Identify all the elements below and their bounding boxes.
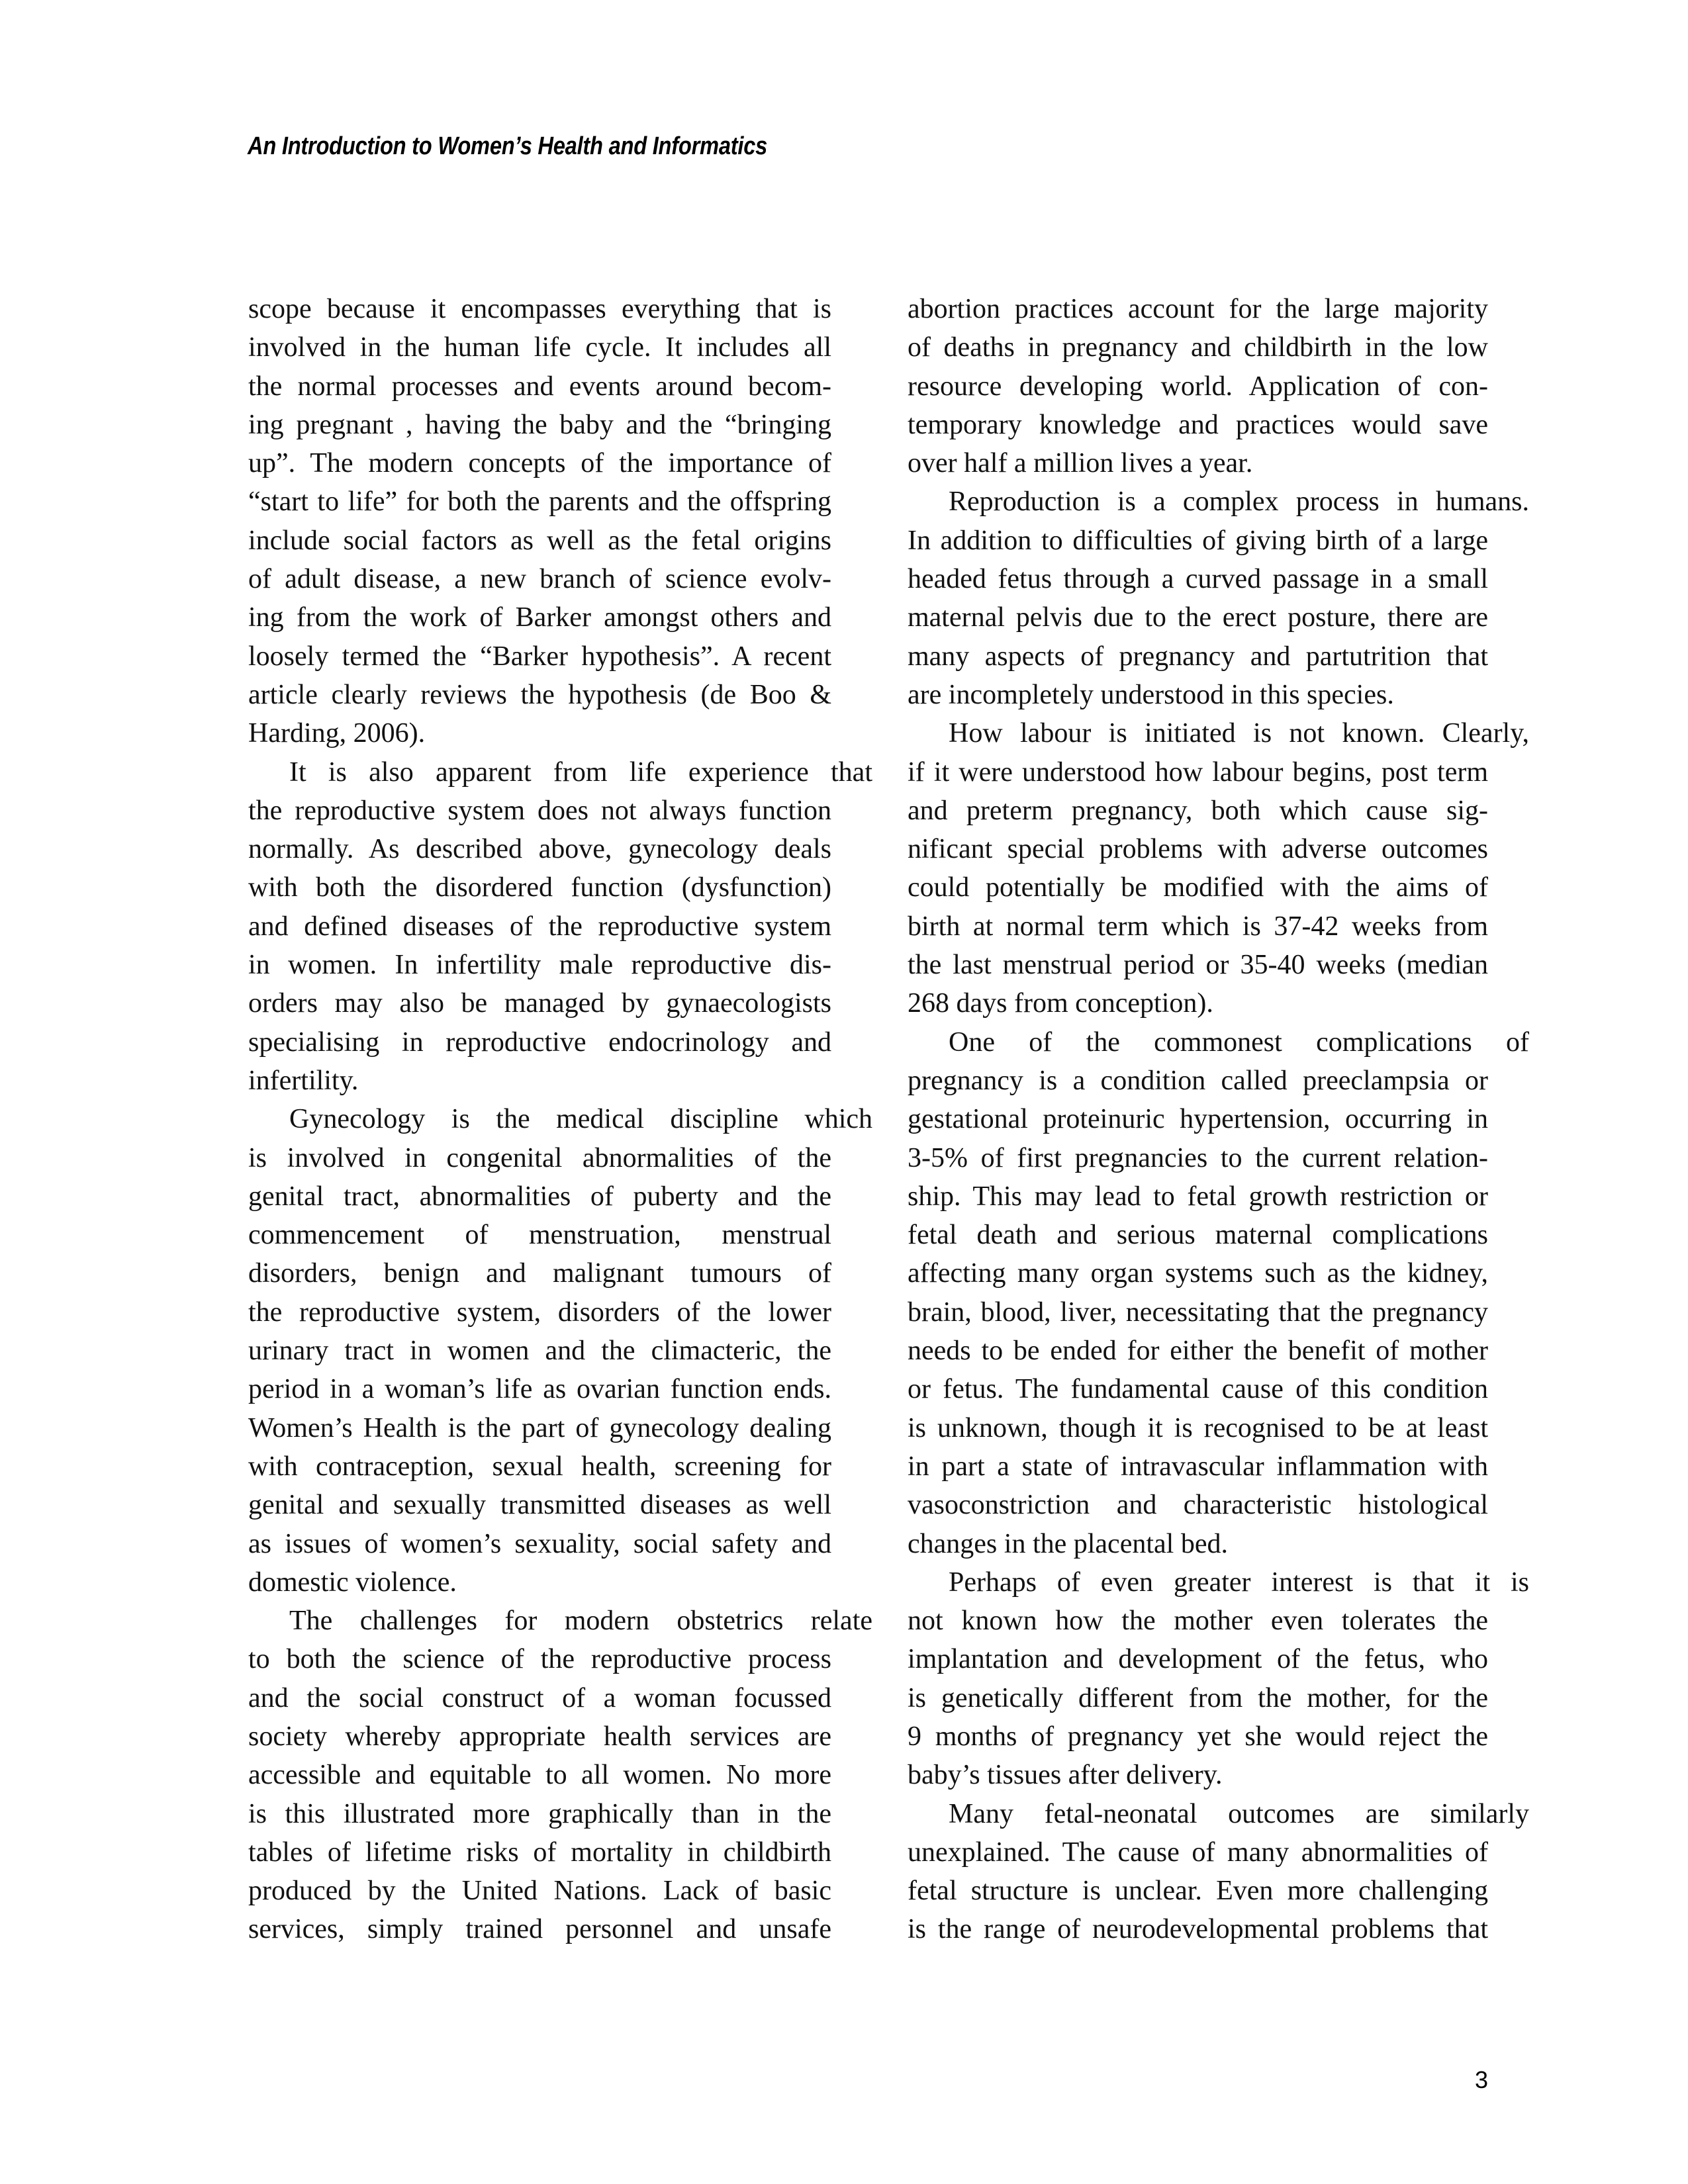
text-line: affecting many organ systems such as the kidney, — [908, 1258, 1488, 1289]
text-line: ing from the work of Barker amongst others and — [248, 602, 831, 633]
text-line: 3-5% of first pregnancies to the current relation- — [908, 1142, 1488, 1173]
text-line: in part a state of intravascular inflammation with — [908, 1451, 1488, 1482]
text-line: fetal death and serious maternal complications — [908, 1220, 1488, 1251]
text-line: produced by the United Nations. Lack of basic — [248, 1876, 831, 1907]
text-line: as issues of women’s sexuality, social safety and — [248, 1528, 831, 1559]
text-line: Women’s Health is the part of gynecology dealing — [248, 1412, 831, 1443]
text-line: is involved in congenital abnormalities of the — [248, 1142, 831, 1173]
text-line: resource developing world. Application of con- — [908, 371, 1488, 402]
text-line: or fetus. The fundamental cause of this condition — [908, 1374, 1488, 1405]
text-line: baby’s tissues after delivery. — [908, 1760, 1223, 1791]
text-line: involved in the human life cycle. It includes all — [248, 332, 831, 363]
text-line: gestational proteinuric hypertension, occurring in — [908, 1104, 1488, 1135]
text-line: urinary tract in women and the climacteric, the — [248, 1336, 831, 1367]
text-line: with both the disordered function (dysfunction) — [248, 872, 831, 903]
text-line: headed fetus through a curved passage in a small — [908, 564, 1488, 595]
text-line: implantation and development of the fetus, who — [908, 1644, 1488, 1675]
text-line: are incompletely understood in this species. — [908, 679, 1394, 710]
text-line: ing pregnant , having the baby and the “bringing — [248, 409, 831, 440]
text-line: in women. In infertility male reproductive dis- — [248, 950, 831, 981]
text-line: over half a million lives a year. — [908, 448, 1253, 479]
text-line: It is also apparent from life experience that — [289, 756, 872, 788]
running-header-title: An Introduction to Women’s Health and Informatics — [248, 132, 768, 160]
text-line: changes in the placental bed. — [908, 1528, 1228, 1559]
text-line: How labour is initiated is not known. Clearly, — [949, 718, 1529, 749]
text-line: scope because it encompasses everything that is — [248, 294, 831, 324]
text-line: society whereby appropriate health services are — [248, 1721, 831, 1752]
text-line: nificant special problems with adverse outcomes — [908, 834, 1488, 865]
text-line: not known how the mother even tolerates the — [908, 1606, 1488, 1637]
text-line: “start to life” for both the parents and the offspring — [248, 486, 831, 518]
text-line: infertility. — [248, 1065, 359, 1096]
text-line: and the social construct of a woman focussed — [248, 1682, 831, 1713]
text-line: many aspects of pregnancy and partutrition that — [908, 641, 1488, 672]
text-line: unexplained. The cause of many abnormalities of — [908, 1837, 1488, 1868]
text-line: and preterm pregnancy, both which cause sig- — [908, 795, 1488, 826]
text-line: the last menstrual period or 35-40 weeks (median — [908, 950, 1488, 981]
text-line: could potentially be modified with the aims of — [908, 872, 1488, 903]
text-line: genital and sexually transmitted diseases as well — [248, 1490, 831, 1521]
text-line: the reproductive system, disorders of the lower — [248, 1297, 831, 1328]
text-line: to both the science of the reproductive process — [248, 1644, 831, 1675]
text-line: is this illustrated more graphically than in the — [248, 1798, 831, 1829]
text-line: needs to be ended for either the benefit of mother — [908, 1336, 1488, 1367]
text-line: brain, blood, liver, necessitating that the pregnancy — [908, 1297, 1488, 1328]
text-line: article clearly reviews the hypothesis (de Boo & — [248, 679, 831, 710]
text-line: with contraception, sexual health, screening for — [248, 1451, 831, 1482]
text-line: the normal processes and events around becom- — [248, 371, 831, 402]
text-line: genital tract, abnormalities of puberty and the — [248, 1181, 831, 1212]
text-line: ship. This may lead to fetal growth restriction or — [908, 1181, 1488, 1212]
text-line: up”. The modern concepts of the importance of — [248, 448, 831, 479]
text-line: if it were understood how labour begins, post term — [908, 756, 1488, 788]
text-line: commencement of menstruation, menstrual — [248, 1220, 831, 1251]
text-line: birth at normal term which is 37-42 weeks from — [908, 911, 1488, 942]
text-line: is the range of neurodevelopmental problems that — [908, 1914, 1488, 1945]
text-line: disorders, benign and malignant tumours of — [248, 1258, 831, 1289]
text-line: of adult disease, a new branch of science evolv- — [248, 564, 831, 595]
right-text-column — [908, 290, 1529, 1949]
text-line: accessible and equitable to all women. No more — [248, 1760, 831, 1791]
text-line: Gynecology is the medical discipline which — [289, 1104, 872, 1135]
text-line: the reproductive system does not always function — [248, 795, 831, 826]
text-line: One of the commonest complications of — [949, 1026, 1529, 1058]
text-line: abortion practices account for the large majority — [908, 294, 1488, 324]
text-line: is genetically different from the mother, for the — [908, 1682, 1488, 1713]
text-line: Many fetal-neonatal outcomes are similarly — [949, 1798, 1529, 1829]
text-line: normally. As described above, gynecology deals — [248, 834, 831, 865]
text-line: include social factors as well as the fetal origins — [248, 525, 831, 556]
text-line: 9 months of pregnancy yet she would reject the — [908, 1721, 1488, 1752]
text-line: of deaths in pregnancy and childbirth in the low — [908, 332, 1488, 363]
text-line: services, simply trained personnel and unsafe — [248, 1914, 831, 1945]
text-line: domestic violence. — [248, 1567, 457, 1598]
text-line: In addition to difficulties of giving birth of a large — [908, 525, 1488, 556]
text-line: The challenges for modern obstetrics relate — [289, 1606, 872, 1637]
text-line: is unknown, though it is recognised to be at least — [908, 1412, 1488, 1443]
text-line: loosely termed the “Barker hypothesis”. A recent — [248, 641, 831, 672]
text-line: Reproduction is a complex process in humans. — [949, 486, 1529, 518]
text-line: pregnancy is a condition called preeclampsia or — [908, 1065, 1488, 1096]
text-line: specialising in reproductive endocrinology and — [248, 1026, 831, 1058]
text-line: period in a woman’s life as ovarian function ends. — [248, 1374, 831, 1405]
text-line: Perhaps of even greater interest is that it is — [949, 1567, 1529, 1598]
page-number: 3 — [1475, 2066, 1489, 2093]
text-line: maternal pelvis due to the erect posture, there are — [908, 602, 1488, 633]
text-line: tables of lifetime risks of mortality in childbirth — [248, 1837, 831, 1868]
text-line: temporary knowledge and practices would save — [908, 409, 1488, 440]
text-line: vasoconstriction and characteristic histological — [908, 1490, 1488, 1521]
text-line: fetal structure is unclear. Even more challenging — [908, 1876, 1488, 1907]
left-text-column — [248, 290, 872, 1949]
text-line: orders may also be managed by gynaecologists — [248, 988, 831, 1019]
text-line: 268 days from conception). — [908, 988, 1213, 1019]
text-line: Harding, 2006). — [248, 718, 426, 749]
text-line: and defined diseases of the reproductive system — [248, 911, 831, 942]
